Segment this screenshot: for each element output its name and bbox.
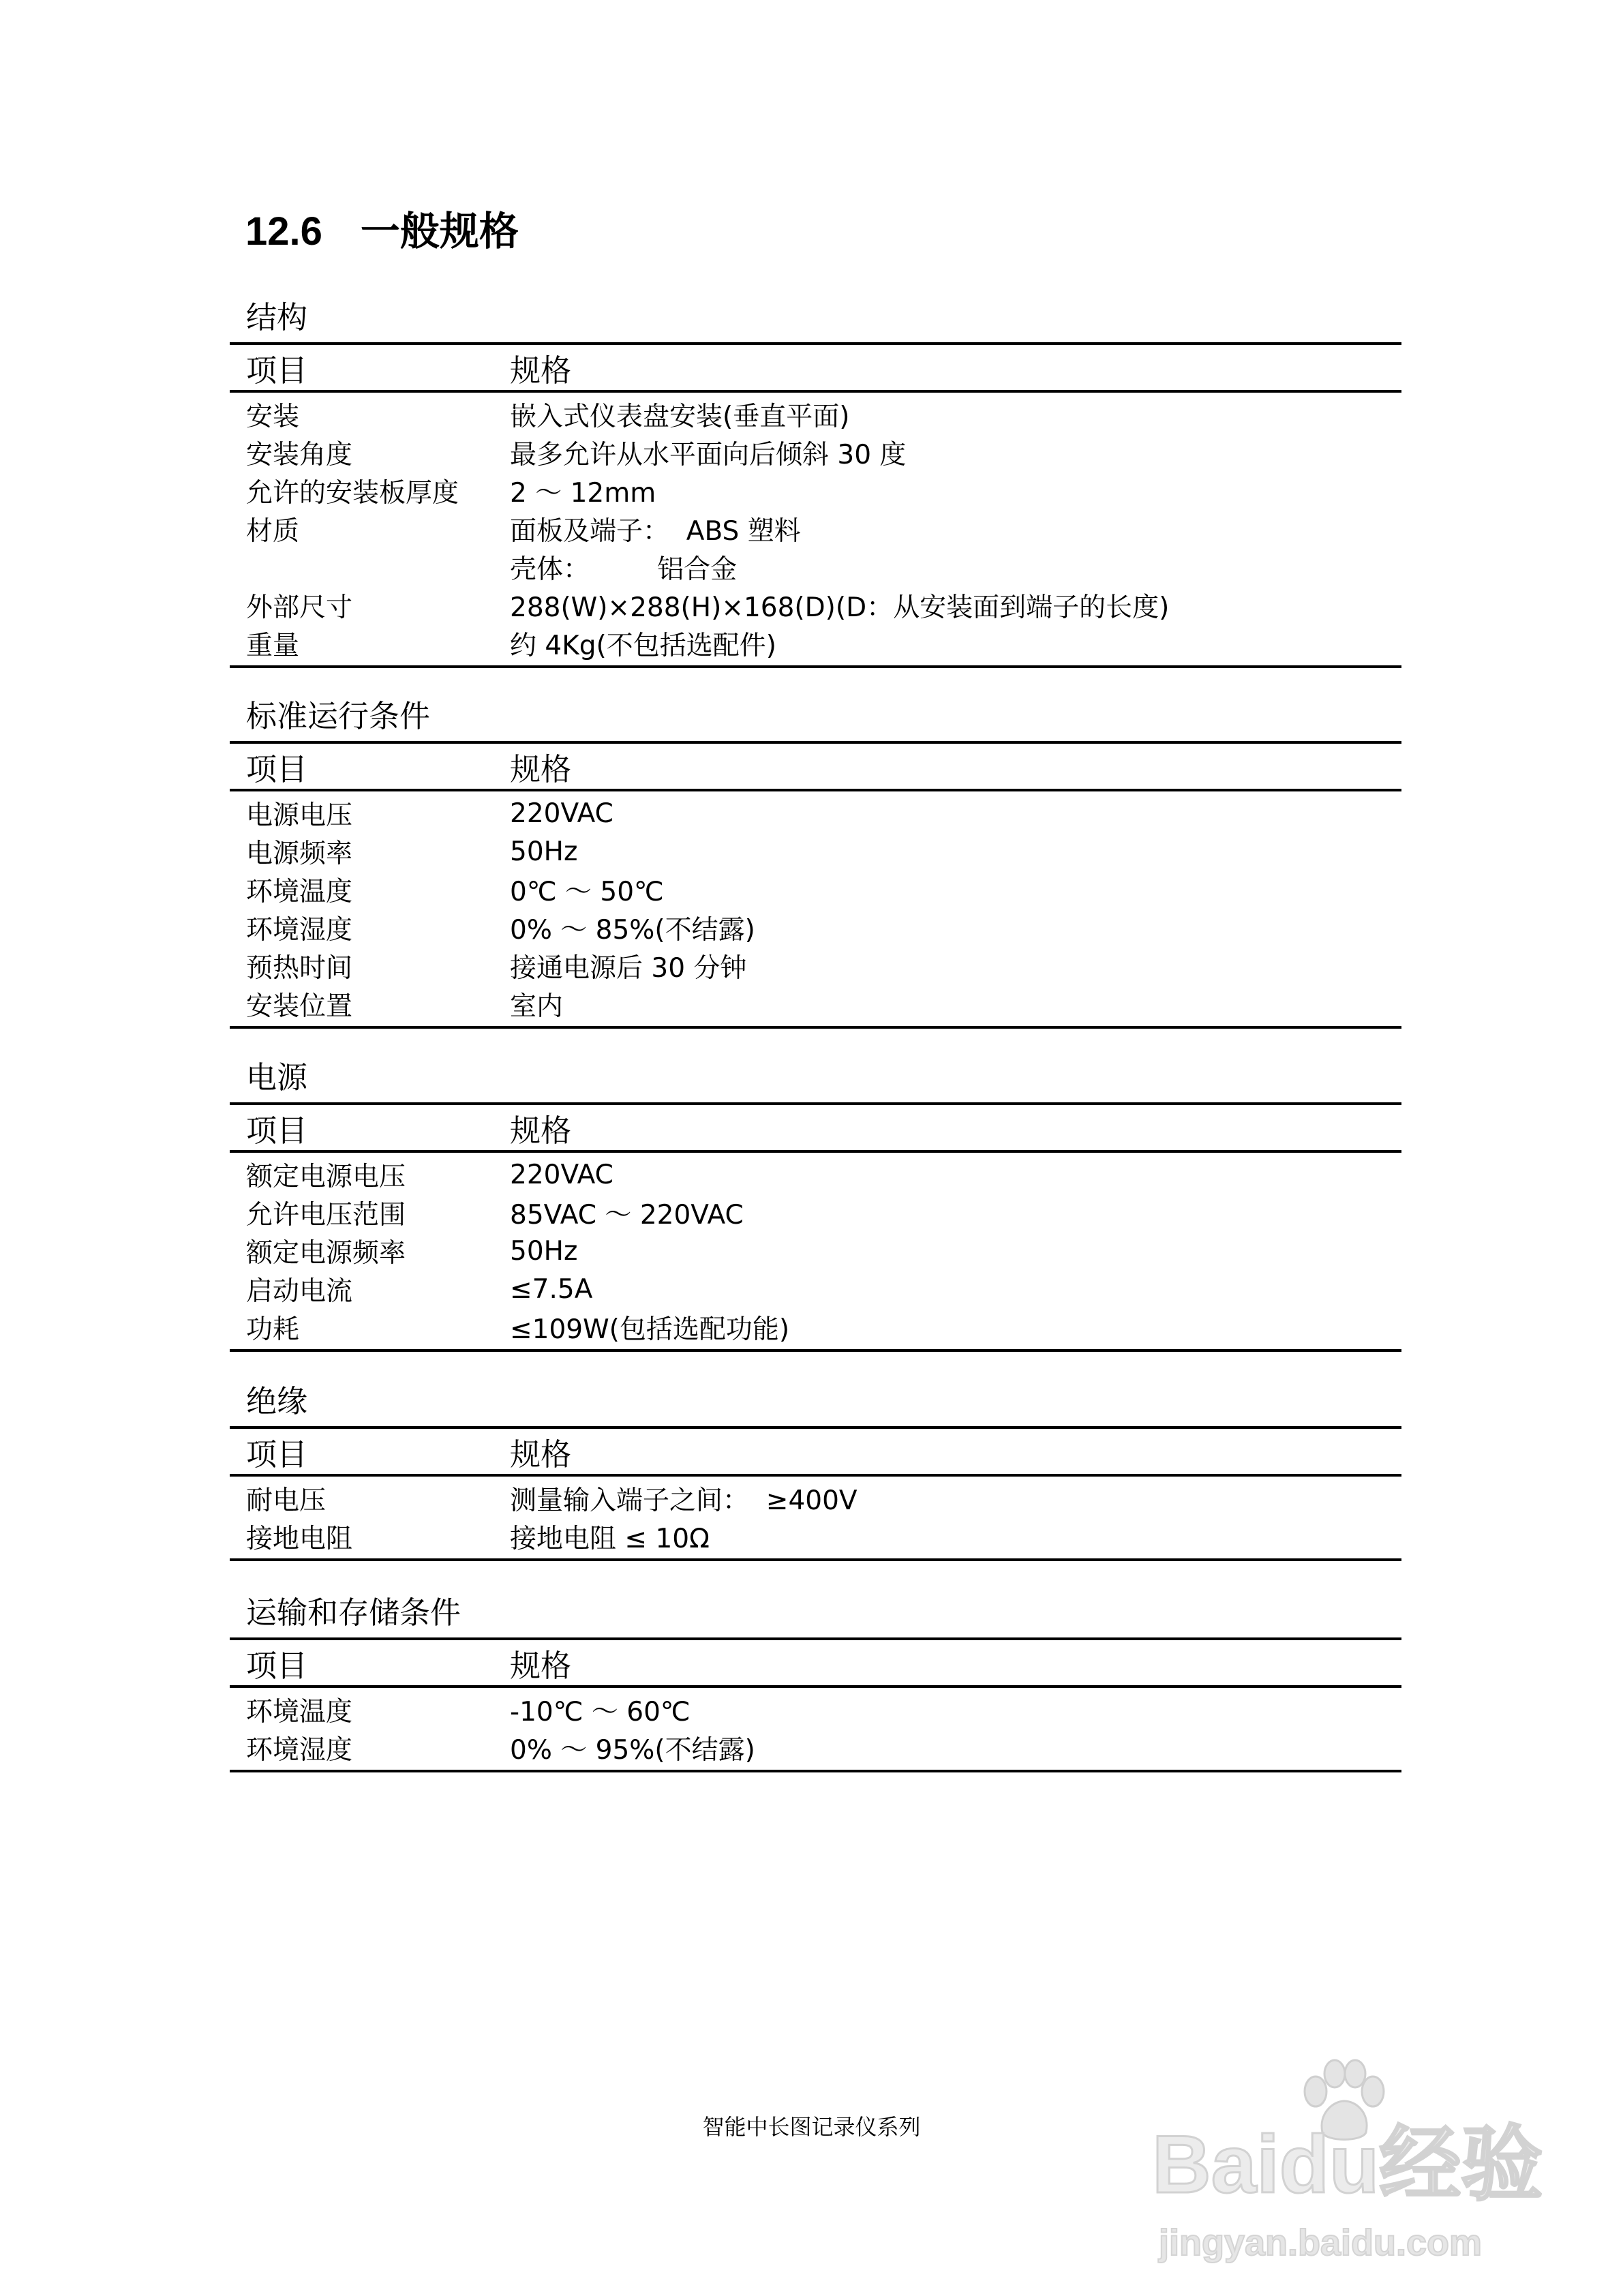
- table-row: [230, 909, 1401, 947]
- row-item: 功耗: [230, 1308, 510, 1350]
- spec-table: [230, 1637, 1401, 1772]
- section-insulation: [230, 1384, 1401, 1561]
- table-row: [230, 510, 1401, 548]
- table-row: [230, 871, 1401, 909]
- page-heading: [245, 208, 519, 256]
- row-item: 外部尺寸: [246, 592, 353, 623]
- row-item: 允许电压范围: [246, 1200, 406, 1230]
- row-spec: 约 4Kg(不包括选配件): [510, 624, 1401, 667]
- watermark-brand: Baidu经验: [1152, 2119, 1543, 2210]
- table-row: [230, 1729, 1401, 1771]
- section-title: 标准运行条件: [246, 698, 431, 734]
- table-header-row: [230, 1428, 1401, 1475]
- row-item: 电源电压: [246, 800, 353, 831]
- table-row: [230, 1475, 1401, 1517]
- row-spec: 接通电源后 30 分钟: [510, 953, 747, 984]
- row-item: 环境温度: [246, 877, 353, 907]
- row-item: 允许的安装板厚度: [246, 478, 459, 509]
- row-item: 耐电压: [246, 1485, 327, 1516]
- section-transport-storage: [230, 1595, 1401, 1772]
- row-spec: -10℃ ～ 60℃: [510, 1697, 691, 1727]
- section-title: 结构: [246, 299, 308, 335]
- row-item: 额定电源频率: [246, 1238, 406, 1269]
- row-item: 环境温度: [246, 1697, 353, 1727]
- table-row: [230, 1687, 1401, 1729]
- table-header-row: [230, 1104, 1401, 1151]
- header-item: 项目: [230, 1639, 510, 1687]
- row-spec: ≤7.5A: [510, 1273, 593, 1305]
- table-row: [230, 1517, 1401, 1560]
- header-item: 项目: [230, 742, 510, 790]
- table-row: [230, 586, 1401, 624]
- spec-table: [230, 741, 1401, 1029]
- row-spec: 0% ～ 95%(不结露): [510, 1729, 1401, 1771]
- table-header-row: [230, 742, 1401, 790]
- table-row: [230, 1194, 1401, 1232]
- row-item: 电源频率: [246, 839, 353, 869]
- row-spec: 嵌入式仪表盘安装(垂直平面): [510, 402, 850, 432]
- row-spec: 面板及端子： ABS 塑料: [510, 516, 801, 547]
- row-item: 预热时间: [246, 953, 353, 984]
- row-item: 重量: [230, 624, 510, 667]
- table-row: [230, 624, 1401, 667]
- row-spec: ≤109W(包括选配功能): [510, 1308, 1401, 1350]
- row-spec: 220VAC: [510, 1159, 613, 1190]
- table-row: [230, 790, 1401, 832]
- section-structure: [230, 300, 1401, 668]
- table-row: [230, 985, 1401, 1027]
- section-title: 电源: [246, 1059, 308, 1096]
- table-row: [230, 947, 1401, 985]
- header-item: 项目: [230, 1104, 510, 1151]
- baidu-watermark: [1152, 2059, 1543, 2284]
- page-footer: 智能中长图记录仪系列: [702, 2114, 921, 2140]
- row-item: 接地电阻: [230, 1517, 510, 1560]
- row-spec: 220VAC: [510, 798, 613, 829]
- header-spec: 规格: [510, 1428, 1401, 1475]
- table-row: [230, 1151, 1401, 1194]
- heading-title: 一般规格: [360, 209, 519, 254]
- header-spec: 规格: [510, 1639, 1401, 1687]
- row-spec: 0℃ ～ 50℃: [510, 877, 664, 907]
- header-spec: 规格: [510, 344, 1401, 391]
- row-item: 安装位置: [230, 985, 510, 1027]
- spec-table: [230, 1102, 1401, 1352]
- row-item: 启动电流: [246, 1276, 353, 1307]
- row-spec: 0% ～ 85%(不结露): [510, 915, 755, 946]
- table-row: [230, 391, 1401, 434]
- row-spec: 2 ～ 12mm: [510, 478, 656, 509]
- row-spec: 50Hz: [510, 1235, 578, 1267]
- table-row: [230, 1308, 1401, 1350]
- row-spec: 85VAC ～ 220VAC: [510, 1200, 744, 1230]
- row-spec: 50Hz: [510, 836, 578, 867]
- section-operating-conditions: [230, 699, 1401, 1029]
- row-item: 环境湿度: [246, 915, 353, 946]
- row-item: 材质: [246, 516, 300, 547]
- section-power-supply: [230, 1060, 1401, 1352]
- row-spec: 接地电阻 ≤ 10Ω: [510, 1517, 1401, 1560]
- header-item: 项目: [230, 1428, 510, 1475]
- row-spec: 壳体： 铝合金: [510, 554, 738, 585]
- header-spec: 规格: [510, 1104, 1401, 1151]
- header-spec: 规格: [510, 742, 1401, 790]
- row-item: 环境湿度: [230, 1729, 510, 1771]
- table-row: [230, 832, 1401, 871]
- watermark-url: jingyan.baidu.com: [1159, 2222, 1483, 2263]
- table-row: [230, 548, 1401, 586]
- heading-number: 12.6: [245, 209, 322, 254]
- row-item: 安装: [246, 402, 300, 432]
- table-row: [230, 1232, 1401, 1270]
- table-header-row: [230, 1639, 1401, 1687]
- row-item: 安装角度: [246, 440, 353, 470]
- spec-table: [230, 342, 1401, 668]
- section-title: 绝缘: [246, 1383, 308, 1419]
- table-header-row: [230, 344, 1401, 391]
- table-row: [230, 472, 1401, 510]
- spec-table: [230, 1426, 1401, 1561]
- row-item: [230, 548, 510, 586]
- row-spec: 室内: [510, 985, 1401, 1027]
- section-title: 运输和存储条件: [246, 1595, 461, 1631]
- row-spec: 测量输入端子之间： ≥400V: [510, 1485, 858, 1516]
- table-row: [230, 434, 1401, 472]
- row-spec: 288(W)×288(H)×168(D)(D：从安装面到端子的长度): [510, 592, 1170, 623]
- table-row: [230, 1270, 1401, 1308]
- row-spec: 最多允许从水平面向后倾斜 30 度: [510, 440, 907, 470]
- header-item: 项目: [230, 344, 510, 391]
- row-item: 额定电源电压: [246, 1162, 406, 1192]
